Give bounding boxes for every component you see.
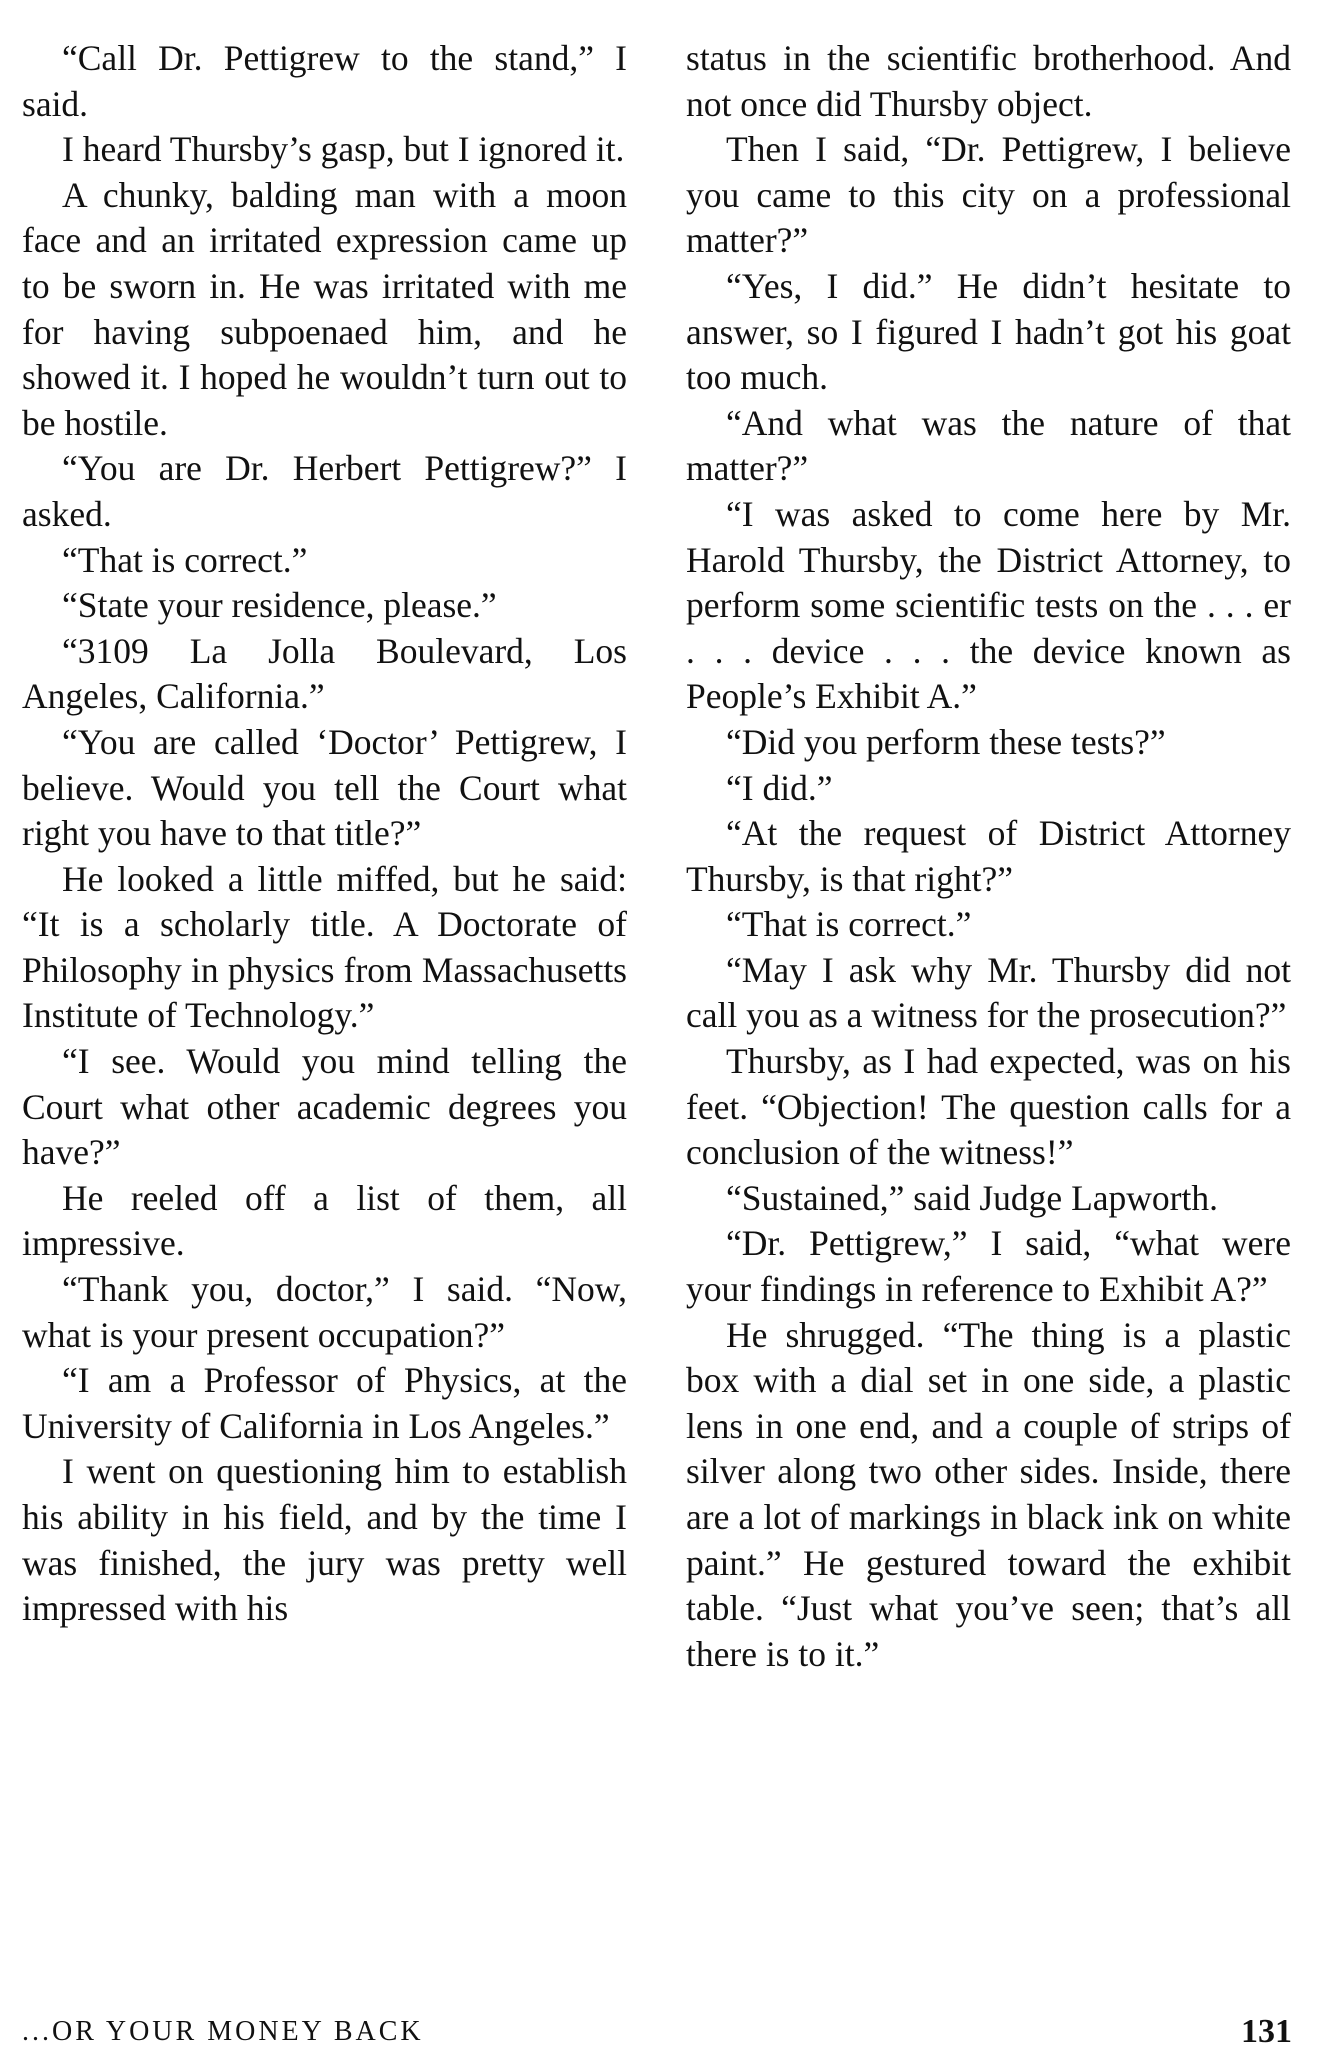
paragraph: “Call Dr. Pettigrew to the stand,” I said. [22, 38, 627, 124]
paragraph: “You are called ‘Doctor’ Pettigrew, I believe. Would you tell the Court what right you have to that title?” [22, 721, 627, 854]
paragraph: I went on questioning him to establish his ability in his field, and by the time I was finished, the jury was pretty well impressed with his [22, 1451, 627, 1629]
paragraph: “I was asked to come here by Mr. Harold Thursby, the District Attorney, to perform some scientific tests on the . . . er . . . device . . . the device known as People’s Exhibit A.” [686, 493, 1291, 717]
paragraph: “3109 La Jolla Boulevard, Los Angeles, California.” [22, 630, 627, 717]
paragraph: “I did.” [726, 767, 833, 808]
paragraph: I heard Thursby’s gasp, but I ignored it. [62, 129, 625, 170]
paragraph: He looked a little miffed, but he said: “It is a scholarly title. A Doctorate of Philosophy in physics from Massachusetts Institute of Technology.” [22, 858, 627, 1036]
paragraph: “That is correct.” [62, 539, 308, 580]
paragraph: “I am a Professor of Physics, at the University of California in Los Angeles.” [22, 1360, 627, 1446]
paragraph: “Yes, I did.” He didn’t hesitate to answer, so I figured I hadn’t got his goat too much. [686, 265, 1291, 398]
right-text-column [686, 36, 1291, 1677]
paragraph: A chunky, balding man with a moon face and an irritated expression came up to be sworn in. He was irritated with me for having subpoenaed him, and he showed it. I hoped he wouldn’t turn out to be hostile. [22, 174, 627, 443]
paragraph: “You are Dr. Herbert Pettigrew?” I asked. [22, 448, 627, 534]
paragraph: He reeled off a list of them, all impressive. [22, 1177, 627, 1264]
paragraph: “And what was the nature of that matter?” [686, 402, 1291, 489]
paragraph: Then I said, “Dr. Pettigrew, I believe you came to this city on a professional matter?” [686, 129, 1291, 261]
paragraph: He shrugged. “The thing is a plastic box with a dial set in one side, a plastic lens in one end, and a couple of strips of silver along two other sides. Inside, there are a lot of markings in black ink on white paint.” He gestured toward the exhibit table. “Just what you’ve seen; that’s all there is to it.” [686, 1314, 1291, 1674]
page-number: 131 [1241, 2013, 1292, 2050]
paragraph: “Sustained,” said Judge Lapworth. [726, 1177, 1218, 1218]
left-text-column [22, 36, 627, 1632]
paragraph: “That is correct.” [726, 904, 972, 945]
paragraph: “Thank you, doctor,” I said. “Now, what is your present occupation?” [22, 1269, 627, 1355]
paragraph: “I see. Would you mind telling the Court what other academic degrees you have?” [22, 1041, 627, 1173]
page-footer [22, 2012, 1292, 2052]
running-title: ...OR YOUR MONEY BACK [22, 2016, 424, 2047]
paragraph: “Dr. Pettigrew,” I said, “what were your findings in reference to Exhibit A?” [686, 1223, 1291, 1310]
paragraph: Thursby, as I had expected, was on his feet. “Objection! The question calls for a conclusion of the witness!” [686, 1041, 1291, 1173]
continued-paragraph: status in the scientific brotherhood. And not once did Thursby object. [686, 38, 1291, 124]
paragraph: “May I ask why Mr. Thursby did not call you as a witness for the prosecution?” [686, 949, 1291, 1036]
paragraph: “At the request of District Attorney Thursby, is that right?” [686, 813, 1291, 899]
paragraph: “State your residence, please.” [62, 585, 497, 626]
paragraph: “Did you perform these tests?” [726, 721, 1166, 762]
